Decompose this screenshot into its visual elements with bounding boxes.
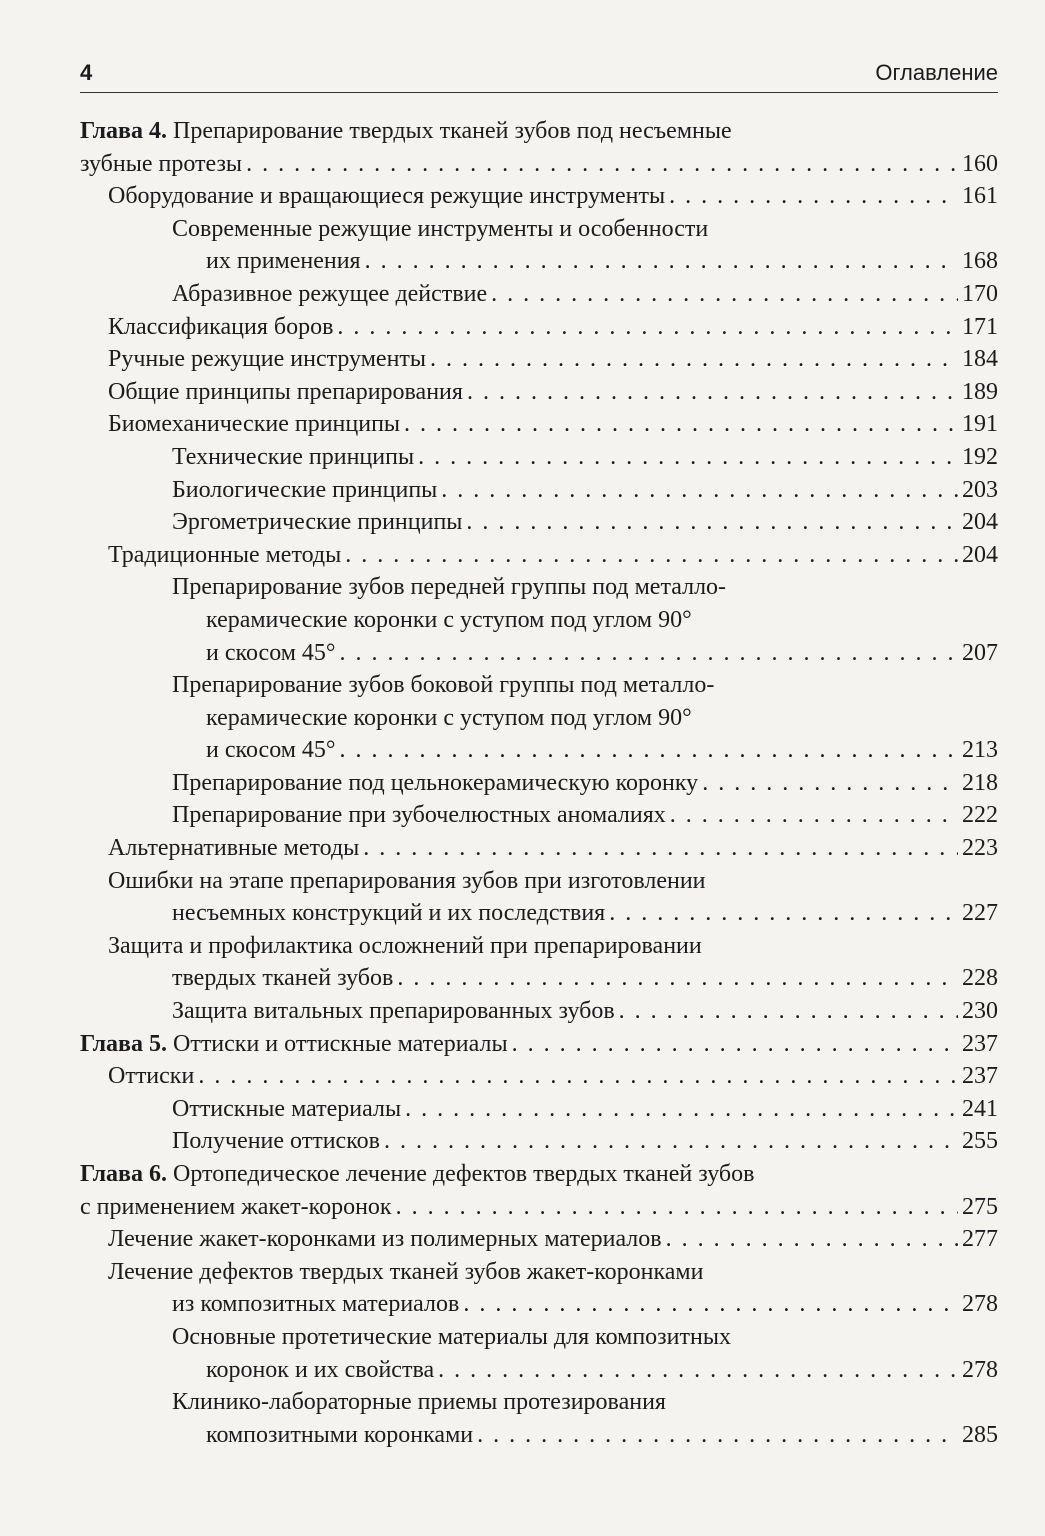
toc-entry-text: Лечение дефектов твердых тканей зубов жакет-коронками [108, 1258, 704, 1285]
toc-entry-title [108, 1223, 662, 1256]
toc-entry-text: Оборудование и вращающиеся режущие инструменты [108, 183, 666, 210]
toc-entry[interactable] [80, 865, 998, 930]
toc-page-number: 192 [962, 443, 998, 470]
toc-entry-title [108, 832, 359, 865]
toc-entry-title [172, 962, 393, 995]
toc-entry[interactable] [80, 930, 998, 995]
toc-entry-text: и скосом 45° [206, 737, 336, 764]
toc-entry-text: Лечение жакет-коронками из полимерных материалов [108, 1226, 662, 1253]
toc-page-number: 171 [962, 313, 998, 340]
toc-entry-title [172, 474, 437, 507]
toc-entry-title [206, 1419, 473, 1452]
dot-leader [702, 767, 958, 800]
toc-entry-text: Препарирование зубов боковой группы под металло- [172, 672, 715, 699]
dot-leader [463, 1288, 958, 1321]
toc-entry[interactable] [80, 1386, 998, 1451]
toc-entry-title [172, 278, 487, 311]
toc-entry-text: и скосом 45° [206, 639, 336, 666]
toc-entry[interactable] [80, 213, 998, 278]
toc-entry-text: Клинико-лабораторные приемы протезирования [172, 1389, 666, 1416]
toc-entry-title [108, 180, 665, 213]
toc-page-number: 160 [962, 150, 998, 177]
toc-page-number: 230 [962, 998, 998, 1025]
toc-entry-text: коронок и их свойства [206, 1356, 435, 1383]
dot-leader [467, 376, 958, 409]
dot-leader [441, 474, 958, 507]
dot-leader [609, 897, 958, 930]
toc-page-number: 204 [962, 509, 998, 536]
toc-page-number: 228 [962, 965, 998, 992]
dot-leader [670, 799, 958, 832]
table-of-contents [80, 115, 998, 1451]
toc-page-number: 191 [962, 411, 998, 438]
toc-entry-title [172, 441, 414, 474]
toc-entry[interactable] [80, 506, 998, 539]
toc-entry-text: Ошибки на этапе препарирования зубов при изготовлении [108, 867, 706, 894]
dot-leader [666, 1223, 958, 1256]
toc-entry-text: зубные протезы [80, 150, 243, 177]
toc-entry-title [206, 607, 692, 633]
toc-page-number: 278 [962, 1291, 998, 1318]
toc-entry-title [108, 868, 706, 894]
toc-chapter-entry[interactable] [80, 1028, 998, 1061]
dot-leader [477, 1419, 958, 1452]
toc-entry[interactable] [80, 311, 998, 344]
dot-leader [669, 180, 958, 213]
toc-entry[interactable] [80, 1223, 998, 1256]
toc-entry-title [108, 376, 463, 409]
toc-entry-title [172, 1389, 666, 1415]
toc-entry-title [80, 1191, 392, 1224]
toc-entry-title [172, 216, 708, 242]
dot-leader [384, 1125, 958, 1158]
toc-entry-title [172, 1125, 380, 1158]
toc-entry-text: Препарирование под цельнокерамическую коронку [172, 769, 699, 796]
toc-entry[interactable] [80, 376, 998, 409]
toc-entry-title [172, 767, 698, 800]
toc-chapter-entry[interactable] [80, 115, 998, 180]
toc-entry-title [80, 1161, 754, 1187]
toc-page-number: 241 [962, 1095, 998, 1122]
dot-leader [396, 1191, 958, 1224]
toc-chapter-entry[interactable] [80, 1158, 998, 1223]
toc-entry[interactable] [80, 441, 998, 474]
toc-entry-text: Оттиски [108, 1063, 195, 1090]
toc-page-number: 218 [962, 769, 998, 796]
toc-entry[interactable] [80, 408, 998, 441]
toc-entry-title [80, 118, 732, 144]
toc-entry-text: Технические принципы [172, 443, 415, 470]
toc-entry-text: с применением жакет-коронок [80, 1193, 392, 1220]
toc-entry[interactable] [80, 1125, 998, 1158]
toc-page-number: 255 [962, 1128, 998, 1155]
section-title: Оглавление [875, 60, 998, 85]
toc-entry-text: Альтернативные методы [108, 835, 360, 862]
toc-entry-title [172, 799, 666, 832]
dot-leader [405, 1093, 958, 1126]
dot-leader [491, 278, 958, 311]
toc-entry-text: Классификация боров [108, 313, 334, 340]
toc-entry-title [172, 897, 605, 930]
toc-entry-text: Оттискные материалы [172, 1095, 402, 1122]
dot-leader [438, 1354, 958, 1387]
dot-leader [345, 539, 958, 572]
toc-page-number: 275 [962, 1193, 998, 1220]
toc-entry[interactable] [80, 343, 998, 376]
dot-leader [246, 148, 958, 181]
toc-entry-title [206, 637, 336, 670]
toc-entry-text: Биологические принципы [172, 476, 438, 503]
toc-entry-title [172, 506, 462, 539]
dot-leader [397, 962, 958, 995]
dot-leader [365, 245, 958, 278]
toc-entry-text: керамические коронки с уступом под углом 90° [206, 606, 692, 633]
toc-entry[interactable] [80, 799, 998, 832]
dot-leader [337, 311, 958, 344]
toc-entry[interactable] [80, 832, 998, 865]
toc-entry-text: Современные режущие инструменты и особенности [172, 215, 709, 242]
toc-entry-title [108, 933, 702, 959]
toc-entry-text: Препарирование твердых тканей зубов под несъемные [173, 118, 732, 144]
toc-entry-text: их применения [206, 248, 361, 275]
toc-entry-title [206, 705, 692, 731]
toc-page-number: 168 [962, 248, 998, 275]
toc-page-number: 223 [962, 835, 998, 862]
toc-entry-text: композитными коронками [206, 1421, 474, 1448]
toc-entry-title [206, 1354, 434, 1387]
page-header [80, 58, 998, 90]
chapter-label: Глава 5. [80, 1030, 167, 1057]
toc-page-number: 213 [962, 737, 998, 764]
toc-page-number: 222 [962, 802, 998, 829]
toc-entry[interactable] [80, 1093, 998, 1126]
toc-entry-text: Эргометрические принципы [172, 509, 463, 536]
toc-entry-text: Традиционные методы [108, 541, 342, 568]
dot-leader [619, 995, 958, 1028]
chapter-label: Глава 4. [80, 118, 167, 144]
toc-page-number: 161 [962, 183, 998, 210]
toc-entry-title [206, 734, 336, 767]
toc-entry-title [80, 1028, 508, 1061]
toc-page-number: 207 [962, 639, 998, 666]
toc-entry[interactable] [80, 767, 998, 800]
toc-entry-text: Оттиски и оттискные материалы [173, 1030, 508, 1057]
toc-entry-text: Абразивное режущее действие [172, 280, 488, 307]
dot-leader [466, 506, 958, 539]
toc-entry-text: Препарирование при зубочелюстных аномалиях [172, 802, 666, 829]
toc-entry-text: из композитных материалов [172, 1291, 460, 1318]
toc-page-number: 237 [962, 1063, 998, 1090]
dot-leader [198, 1060, 958, 1093]
toc-entry-text: Получение оттисков [172, 1128, 380, 1155]
toc-entry-title [206, 245, 361, 278]
toc-page-number: 189 [962, 378, 998, 405]
toc-entry-text: Основные протетические материалы для композитных [172, 1323, 731, 1350]
toc-page-number: 204 [962, 541, 998, 568]
toc-page-number: 227 [962, 900, 998, 927]
toc-entry[interactable] [80, 995, 998, 1028]
toc-entry-title [108, 408, 400, 441]
toc-entry-text: Ортопедическое лечение дефектов твердых тканей зубов [173, 1161, 755, 1187]
toc-entry[interactable] [80, 571, 998, 669]
toc-entry[interactable] [80, 180, 998, 213]
toc-entry-title [108, 1060, 194, 1093]
toc-entry-title [172, 672, 714, 698]
toc-entry-text: Препарирование зубов передней группы под металло- [172, 574, 727, 601]
toc-entry[interactable] [80, 1256, 998, 1321]
toc-entry[interactable] [80, 539, 998, 572]
toc-entry-title [108, 343, 426, 376]
toc-entry-text: Общие принципы препарирования [108, 378, 463, 405]
toc-entry-title [80, 148, 242, 181]
toc-entry[interactable] [80, 669, 998, 767]
dot-leader [430, 343, 958, 376]
toc-entry[interactable] [80, 1321, 998, 1386]
toc-page-number: 203 [962, 476, 998, 503]
header-rule [80, 92, 998, 93]
dot-leader [340, 734, 958, 767]
toc-entry[interactable] [80, 1060, 998, 1093]
dot-leader [363, 832, 958, 865]
toc-entry-title [108, 311, 333, 344]
chapter-label: Глава 6. [80, 1161, 167, 1187]
toc-entry-title [172, 574, 726, 600]
dot-leader [512, 1028, 958, 1061]
toc-entry[interactable] [80, 278, 998, 311]
toc-page-number: 237 [962, 1030, 998, 1057]
toc-page-number: 184 [962, 346, 998, 373]
toc-entry-title [108, 1259, 703, 1285]
toc-entry-text: несъемных конструкций и их последствия [172, 900, 606, 927]
toc-entry-text: Защита витальных препарированных зубов [172, 998, 615, 1025]
dot-leader [418, 441, 958, 474]
toc-entry-title [172, 1093, 401, 1126]
toc-entry[interactable] [80, 474, 998, 507]
toc-page-number: 285 [962, 1421, 998, 1448]
dot-leader [340, 637, 958, 670]
toc-entry-title [108, 539, 341, 572]
dot-leader [404, 408, 958, 441]
toc-entry-text: твердых тканей зубов [172, 965, 394, 992]
toc-entry-text: керамические коронки с уступом под углом 90° [206, 704, 692, 731]
page-number: 4 [80, 60, 93, 85]
toc-page-number: 277 [962, 1226, 998, 1253]
toc-page-number: 278 [962, 1356, 998, 1383]
toc-page-number: 170 [962, 280, 998, 307]
toc-entry-text: Защита и профилактика осложнений при препарировании [108, 932, 702, 959]
toc-entry-text: Биомеханические принципы [108, 411, 401, 438]
toc-entry-title [172, 995, 615, 1028]
toc-entry-title [172, 1324, 731, 1350]
toc-entry-text: Ручные режущие инструменты [108, 346, 427, 373]
toc-entry-title [172, 1288, 459, 1321]
